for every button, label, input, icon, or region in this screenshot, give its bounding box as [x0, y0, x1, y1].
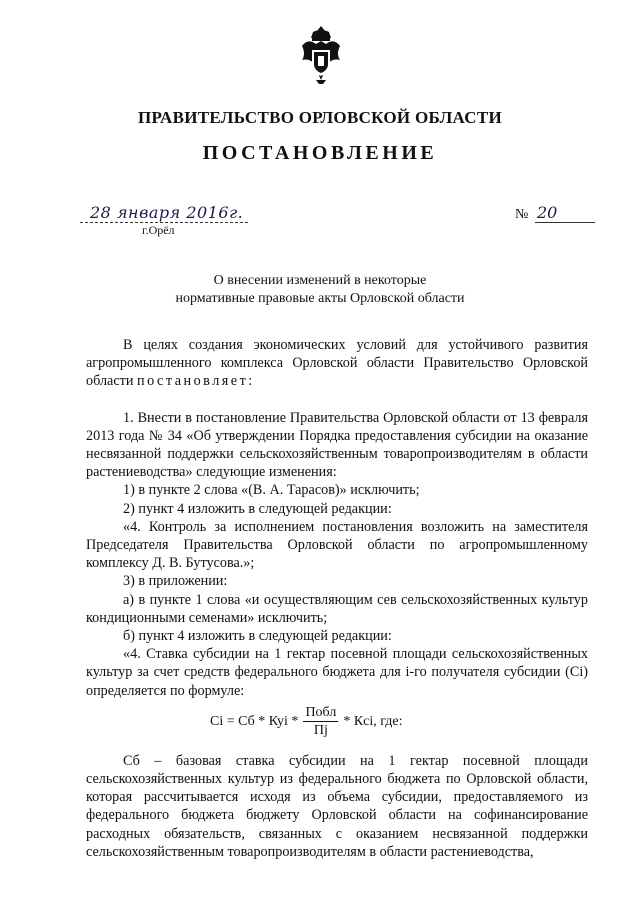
subject-block: [0, 272, 640, 308]
coat-of-arms-emblem-icon: [298, 24, 344, 86]
subject-line-2: нормативные правовые акты Орловской области: [175, 291, 465, 306]
formula-tail: , где:: [373, 713, 403, 729]
formula-numerator: Побл: [305, 705, 337, 721]
handwritten-number: 20: [537, 203, 558, 222]
city-label: г.Орёл: [142, 223, 175, 237]
document-body: [86, 336, 588, 861]
subsidy-formula: [86, 702, 588, 742]
formula-rhs: * Кci: [343, 713, 374, 729]
item-1-3-paragraph: 3) в приложении:: [123, 573, 228, 590]
handwritten-date: 28 января 2016г.: [90, 203, 244, 222]
formula-lhs: Сi = Сб * Куi *: [210, 713, 299, 729]
subject-line-1: О внесении изменений в некоторые: [213, 273, 427, 288]
document-type-title: ПОСТАНОВЛЕНИЕ: [202, 142, 438, 164]
formula-denominator: Пj: [313, 723, 328, 739]
spacer: [86, 391, 588, 409]
item-1-paragraph: 1. Внести в постановление Правительства Орловской области от 13 февраля 2013 года № 34 «Об утверждении Порядка предоставления субсидии на оказание несвязанной поддержки сельскохозяйственным товаропроизводителям в области растениеводства» следующие изменения:: [86, 409, 588, 481]
preamble-tail: :: [248, 373, 253, 390]
preamble-text: В целях создания экономических условий для устойчивого развития агропромышленного комплекса Орловской области Правительство Орловской области: [86, 337, 588, 390]
number-underline: [535, 222, 595, 223]
item-1-2-paragraph: 2) пункт 4 изложить в следующей редакции:: [123, 500, 392, 517]
preamble-paragraph: [86, 336, 588, 391]
item-1-3-a-paragraph: а) в пункте 1 слова «и осуществляющим сев сельскохозяйственных культур кондиционными семенами» исключить;: [86, 591, 588, 626]
formula-fraction: [303, 704, 338, 739]
item-1-1-paragraph: 1) в пункте 2 слова «(В. А. Тарасов)» исключить;: [123, 482, 420, 499]
decree-word: постановляет: [136, 373, 249, 390]
organization-title: ПРАВИТЕЛЬСТВО ОРЛОВСКОЙ ОБЛАСТИ: [137, 108, 503, 127]
item-1-3-b-paragraph: б) пункт 4 изложить в следующей редакции:: [123, 628, 392, 645]
item-1-3-b-quote-paragraph: «4. Ставка субсидии на 1 гектар посевной площади сельскохозяйственных культур за счет средств федерального бюджета для i-го получателя субсидии (Сi) определяется по формуле:: [86, 646, 588, 699]
number-label: №: [515, 207, 529, 222]
item-1-2-quote-paragraph: «4. Контроль за исполнением постановления возложить на заместителя Председателя Правительства Орловской области по агропромышленному комплексу Д. В. Бутусова.»;: [86, 518, 588, 572]
definition-paragraph: Сб – базовая ставка субсидии на 1 гектар посевной площади сельскохозяйственных культур из федерального бюджета по Орловской области, которая рассчитывается исходя из объема субсидии, предоставляемого из федерального бюджета бюджету Орловской области на софинансирование расходных обязательств, связанных с оказанием несвязанной поддержки сельскохозяйственным товаропроизводителям в области растениеводства,: [86, 752, 588, 860]
